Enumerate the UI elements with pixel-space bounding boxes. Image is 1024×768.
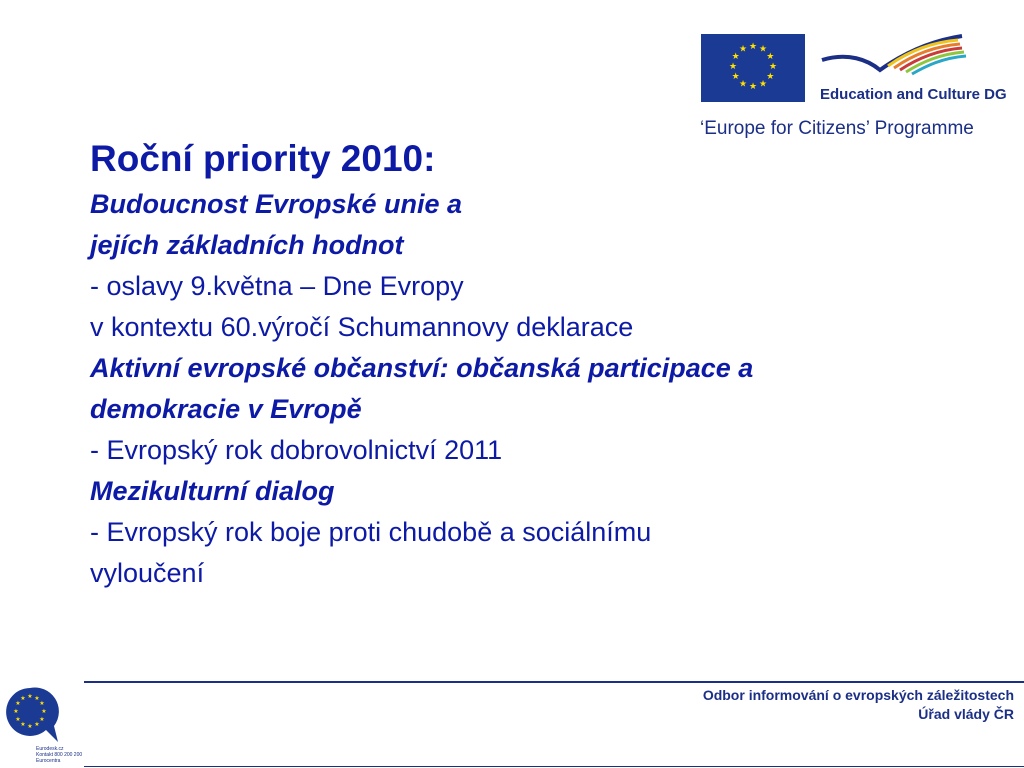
- priority-item: v kontextu 60.výročí Schumannovy deklarace: [90, 312, 634, 342]
- priority-item: - Evropský rok boje proti chudobě a sociálnímu: [90, 517, 652, 547]
- priority-item: - Evropský rok dobrovolnictví 2011: [90, 435, 503, 465]
- priority-heading: Budoucnost Evropské unie a: [90, 189, 463, 219]
- svg-text:★: ★: [41, 708, 47, 715]
- priority-heading: demokracie v Evropě: [90, 394, 362, 424]
- svg-text:★: ★: [738, 79, 748, 90]
- svg-text:★: ★: [27, 693, 33, 700]
- priority-heading: jejích základních hodnot: [90, 230, 404, 260]
- svg-text:★: ★: [34, 695, 40, 702]
- svg-text:★: ★: [20, 721, 26, 728]
- eurodesk-contact: Eurodesk.cz Kontakt 800 200 200 Eurocentra: [36, 746, 83, 764]
- eac-swoosh-icon: [818, 30, 968, 86]
- svg-text:★: ★: [731, 52, 740, 62]
- svg-text:★: ★: [766, 52, 775, 62]
- priority-heading: Aktivní evropské občanství: občanská participace a: [90, 353, 754, 383]
- svg-text:★: ★: [20, 695, 26, 702]
- eac-label: Education and Culture DG: [820, 86, 1007, 103]
- svg-text:★: ★: [748, 42, 758, 52]
- slide-content: [90, 134, 990, 594]
- svg-text:★: ★: [766, 72, 775, 82]
- slide-title: Roční priority 2010:: [90, 138, 436, 179]
- svg-text:★: ★: [758, 79, 768, 90]
- svg-text:★: ★: [27, 723, 33, 730]
- eurocentrum-icon: [2, 684, 62, 744]
- priority-heading: Mezikulturní dialog: [90, 476, 335, 506]
- footer-org: [703, 686, 1014, 724]
- svg-text:★: ★: [15, 700, 21, 707]
- svg-text:★: ★: [34, 721, 40, 728]
- svg-text:★: ★: [39, 716, 45, 723]
- eu-flag-icon: [701, 34, 805, 102]
- svg-text:★: ★: [15, 716, 21, 723]
- svg-text:★: ★: [738, 44, 748, 55]
- priority-item: - oslavy 9.května – Dne Evropy: [90, 271, 464, 301]
- svg-text:★: ★: [13, 708, 19, 715]
- svg-text:★: ★: [731, 72, 740, 82]
- svg-text:★: ★: [748, 82, 758, 92]
- svg-text:★: ★: [39, 700, 45, 707]
- footer-divider: [84, 681, 1024, 683]
- footer-department: Odbor informování o evropských záležitostech: [702, 687, 1014, 703]
- svg-text:★: ★: [728, 62, 738, 72]
- svg-text:★: ★: [768, 62, 778, 72]
- priority-item: vyloučení: [90, 558, 205, 588]
- programme-title: ‘Europe for Citizens’ Programme: [700, 118, 974, 139]
- svg-text:★: ★: [758, 44, 768, 55]
- footer-bottom-line: [84, 766, 1024, 767]
- footer-office: Úřad vlády ČR: [918, 706, 1014, 722]
